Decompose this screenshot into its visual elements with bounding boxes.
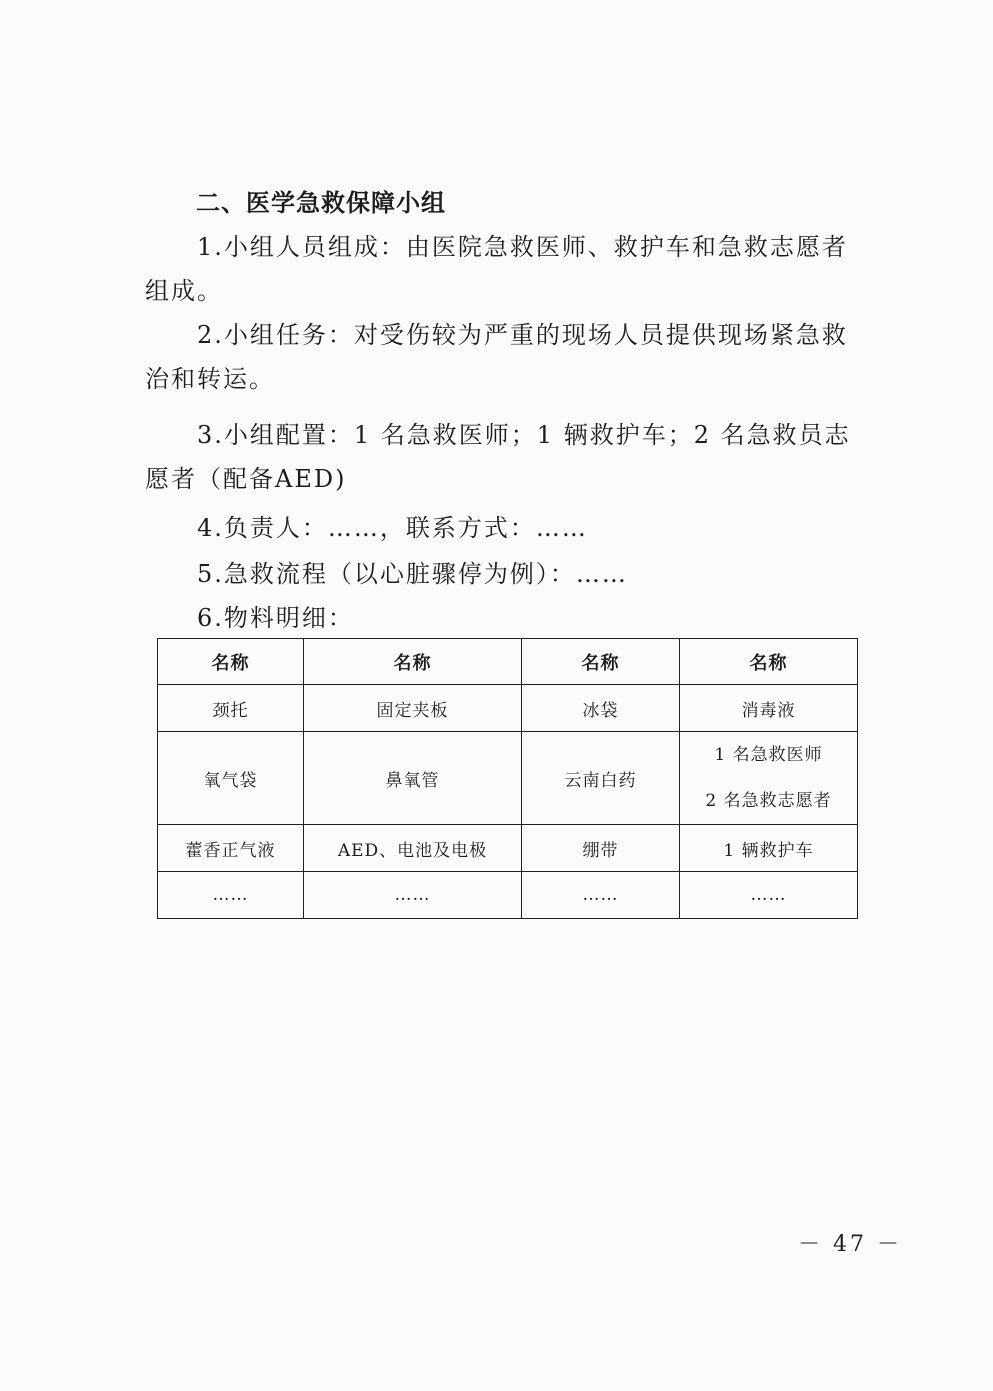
- table-cell: 1 辆救护车: [680, 825, 858, 872]
- table-cell: 消毒液: [680, 685, 858, 732]
- table-row: [158, 872, 858, 919]
- paragraph-person-in-charge: 4.负责人：……，联系方式：……: [197, 514, 588, 542]
- paragraph-team-configuration: 3.小组配置：1 名急救医师；1 辆救护车；2 名急救员志愿者（配备AED): [145, 421, 851, 493]
- paragraph-materials-list: 6.物料明细：: [197, 604, 354, 632]
- table-cell: 氧气袋: [158, 732, 304, 825]
- table-cell-multiline: [680, 732, 858, 825]
- table-cell: ……: [304, 872, 522, 919]
- table-cell: 藿香正气液: [158, 825, 304, 872]
- page-number: － 47 －: [798, 1232, 902, 1257]
- table-row: [158, 685, 858, 732]
- table-header-cell: 名称: [680, 639, 858, 685]
- table-cell: ……: [158, 872, 304, 919]
- table-cell: 冰袋: [522, 685, 680, 732]
- materials-table: [157, 638, 858, 919]
- table-cell: 鼻氧管: [304, 732, 522, 825]
- cell-line-doctor: 1 名急救医师: [714, 745, 823, 765]
- table-cell: AED、电池及电极: [304, 825, 522, 872]
- table-header-cell: 名称: [522, 639, 680, 685]
- table-cell: ……: [522, 872, 680, 919]
- table-cell: 云南白药: [522, 732, 680, 825]
- paragraph-first-aid-process: 5.急救流程（以心脏骤停为例）：……: [197, 560, 628, 588]
- cell-line-volunteers: 2 名急救志愿者: [705, 791, 832, 811]
- table-cell: 颈托: [158, 685, 304, 732]
- table-row: [158, 732, 858, 825]
- table-cell: ……: [680, 872, 858, 919]
- table-header-cell: 名称: [304, 639, 522, 685]
- table-row: [158, 825, 858, 872]
- table-header-cell: 名称: [158, 639, 304, 685]
- table-cell: 绷带: [522, 825, 680, 872]
- paragraph-team-task: 2.小组任务：对受伤较为严重的现场人员提供现场紧急救治和转运。: [145, 321, 848, 393]
- table-header-row: [158, 639, 858, 685]
- section-heading: 二、医学急救保障小组: [196, 189, 446, 217]
- paragraph-team-composition: 1.小组人员组成：由医院急救医师、救护车和急救志愿者组成。: [145, 233, 848, 305]
- table-cell: 固定夹板: [304, 685, 522, 732]
